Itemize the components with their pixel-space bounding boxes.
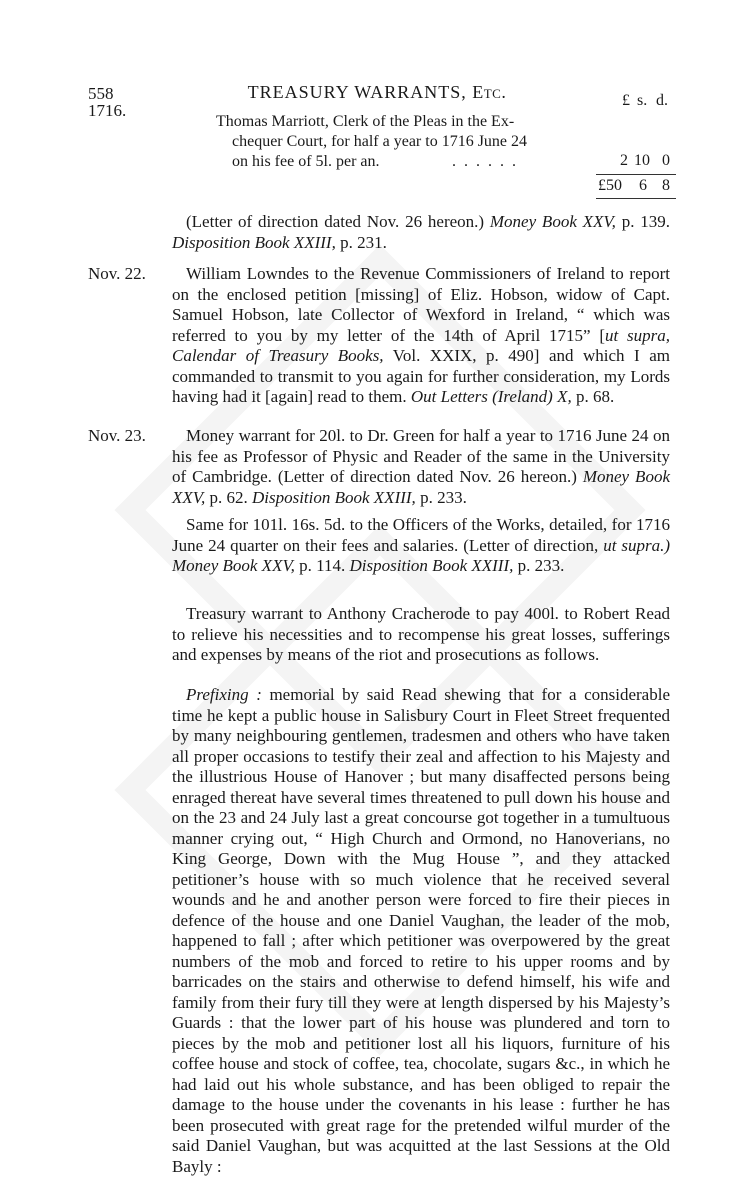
shillings-heading: s. [637, 92, 648, 109]
running-head-title: TREASURY WARRANTS, [247, 82, 467, 102]
amount-pence: 0 [662, 152, 670, 169]
entry-read: Treasury warrant to Anthony Cracherode to pay 400l. to Robert Read to relieve his necessities and to recompense his great losses, sufferings and expenses by means of the riot and prosecutions as follows. [172, 604, 670, 664]
entry-nov23: Money warrant for 20l. to Dr. Green for half a year to 1716 June 24 on his fee as Professor of Physic and Reader of the same in the University of Cambridge. (Letter of direction dated Nov. 26 hereon.) Money Book XXV, p. 62. Disposition Book XXIII, p. 233. [172, 426, 670, 507]
margin-year: 1716. [88, 101, 127, 120]
entry-marriott-line1: Thomas Marriott, Clerk of the Pleas in the Ex- [216, 113, 515, 130]
money-book-ref: Money Book XXV, [489, 212, 616, 231]
page-number: 558 [88, 84, 114, 103]
amount-pounds: 2 [620, 152, 628, 169]
disposition-book-ref: Disposition Book XXIII, [349, 556, 514, 575]
date-nov-23: Nov. 23. [88, 426, 146, 445]
disposition-book-ref: Disposition Book XXIII, [172, 232, 336, 252]
entry-marriott-line3: on his fee of 5l. per an. [232, 153, 380, 170]
calendar-ref: Calendar of Treasury Books, [172, 346, 384, 365]
pence-heading: d. [656, 92, 668, 109]
running-head-etc: Etc. [472, 82, 507, 102]
entry-nov22: William Lowndes to the Revenue Commissioners of Ireland to report on the enclosed petition [missing] of Eliz. Hobson, widow of Capt. Samuel Hobson, late Collector of Wexford in Ireland, “ which was referred to you by my letter of the 14th of April 1715” [ut supra, Calendar of Treasury Books, Vol. XXIX, p. 490] and which I am commanded to transmit to you again for further consideration, my Lords having had it [again] read to them. Out Letters (Ireland) X, p. 68. [172, 264, 670, 406]
total-pence: 8 [662, 177, 670, 194]
money-book-ref: Money Book XXV, [172, 556, 295, 575]
total-rule-bottom [596, 198, 676, 199]
out-letters-ref: Out Letters (Ireland) X, [410, 387, 572, 406]
amount-shillings: 10 [634, 152, 650, 169]
prefixing-label: Prefixing : [186, 685, 262, 704]
pounds-heading: £ [622, 92, 630, 109]
entry-marriott-leaders: . . . . . . [452, 153, 518, 170]
entry-prefixing: Prefixing : memorial by said Read shewing that for a considerable time he kept a public house in Salisbury Court in Fleet Street frequented by many neighbouring gentlemen, tradesmen and others who have taken all proper occasions to testify their zeal and affection to his Majesty and the illustrious House of Hanover ; but many disaffected persons being enraged thereat have several times threatened to pull down his house and on the 23 and 24 July last a great concourse got together in a tumultuous manner crying out, “ High Church and Ormond, no Hanoverians, no King George, Down with the Mug House ”, and they attacked petitioner’s house with so much violence that he received several wounds and he and another person were forced to fire their pieces in defence of the house and one Daniel Vaughan, the leader of the mob, happened to fall ; after which petitioner was overpowered by the great numbers of the mob and forced to retire to his upper rooms and by barricades on the stairs and otherwise to defend himself, his wife and family from their fury till they were at length dispersed by his Majesty’s Guards : that the lower part of his house was plundered and torn to pieces by the mob and petitioner lost all his liquors, furniture of his coffee house and stock of coffee, tea, chocolate, sugars &c., in which he had laid out his whole substance, and has been obliged to repair the damage to the house under the covenants in his lease : further he has been prosecuted with great rage for the pretended wilful murder of the said Daniel Vaughan, but was acquitted at the last Sessions at the Old Bayly : [172, 685, 670, 1176]
total-rule-top [596, 174, 676, 175]
entry-works: Same for 101l. 16s. 5d. to the Officers of the Works, detailed, for 1716 June 24 quarter on their fees and salaries. (Letter of direction, ut supra.) Money Book XXV, p. 114. Disposition Book XXIII, p. 233. [172, 515, 671, 575]
date-nov-22: Nov. 22. [88, 264, 146, 283]
total-pounds: £50 [598, 177, 622, 194]
money-book-ref: Money Book XXV, [172, 467, 670, 507]
letter-note: (Letter of direction dated Nov. 26 hereon.) Money Book XXV, p. 139. Disposition Book XXIII, p. 231. [172, 212, 671, 252]
total-shillings: 6 [639, 177, 647, 194]
entry-marriott-line2: chequer Court, for half a year to 1716 June 24 [232, 133, 528, 150]
disposition-book-ref: Disposition Book XXIII, [251, 487, 416, 507]
